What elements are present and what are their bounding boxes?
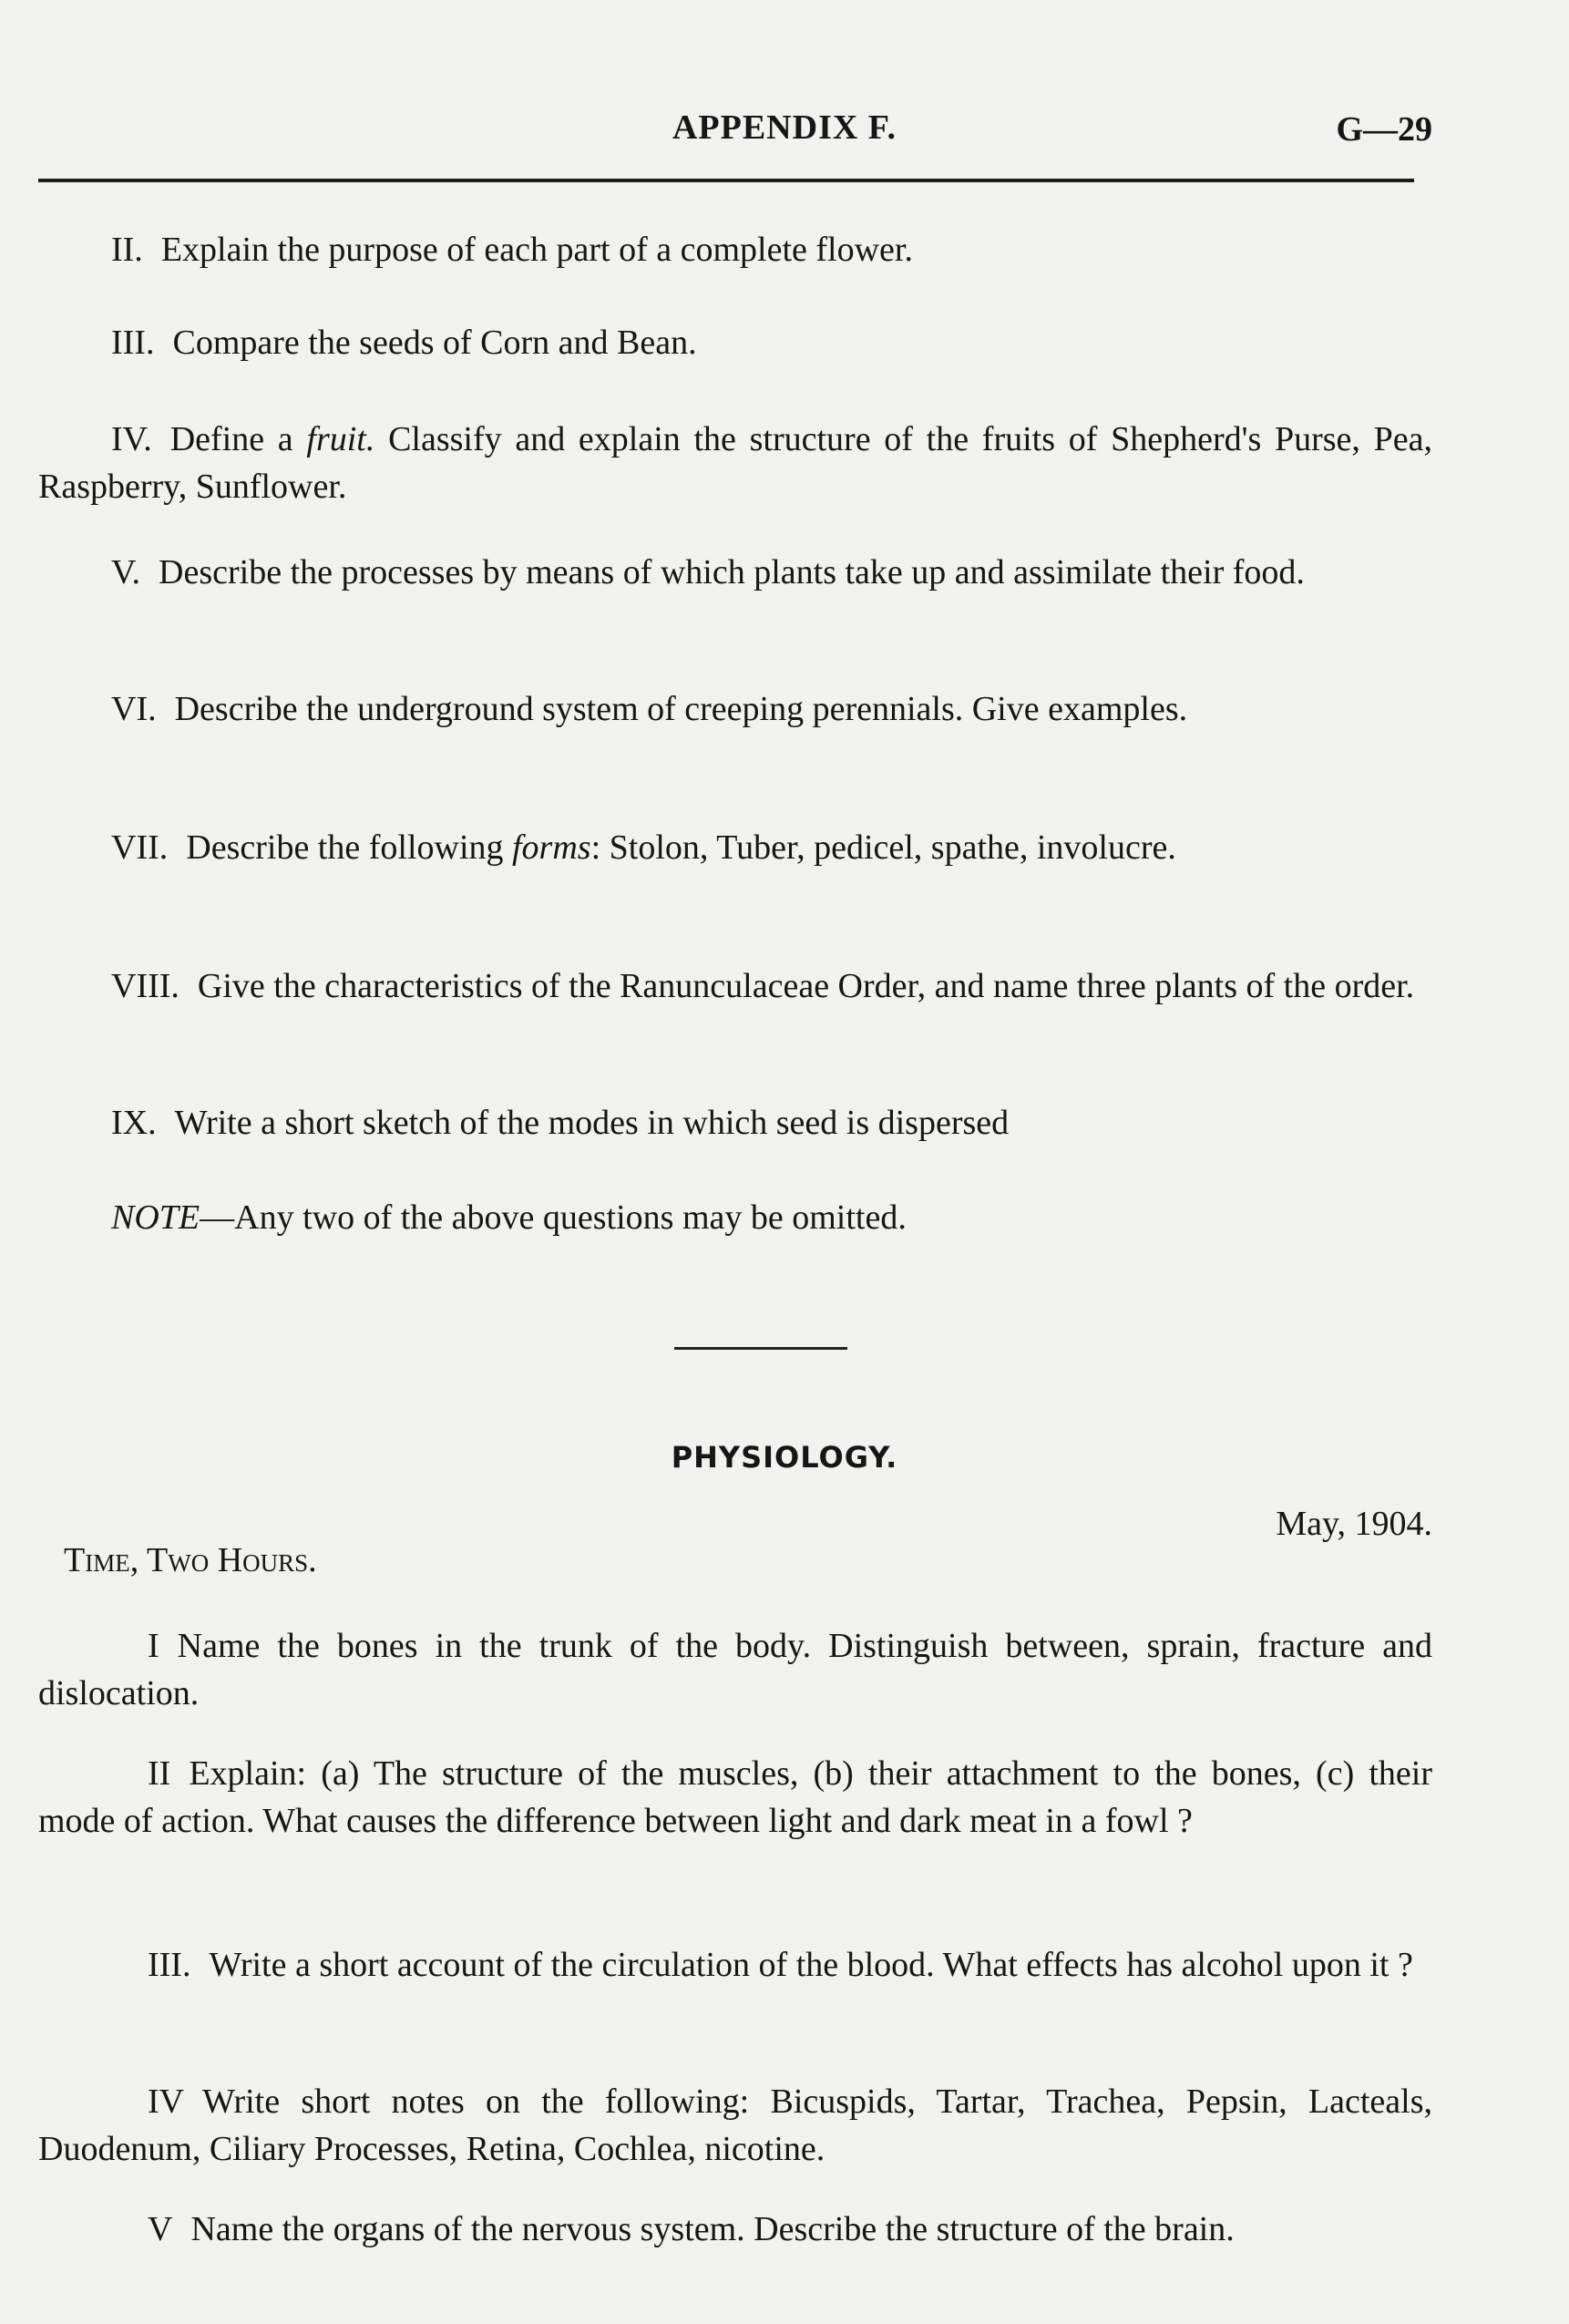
question-text: Write a short account of the circulation of the blood. What effects has alcohol upon it ? <box>209 1946 1413 1984</box>
question-physiology-4 <box>38 2078 1432 2173</box>
page-number: G—29 <box>1336 110 1432 149</box>
question-number: II <box>148 1754 171 1793</box>
question-physiology-5 <box>38 2206 1432 2253</box>
section-divider <box>674 1347 847 1350</box>
note-label: NOTE <box>111 1198 200 1237</box>
question-physiology-2 <box>38 1750 1432 1845</box>
exam-time: Time, Two Hours. <box>64 1541 317 1579</box>
question-text: Explain: (a) The structure of the muscles, (b) their attachment to the bones, (c) their mode of action. What causes the difference between light and dark meat in a fowl ? <box>38 1754 1432 1840</box>
note-line <box>38 1194 1432 1241</box>
question-text: Name the bones in the trunk of the body. Distinguish between, sprain, fracture and dislocation. <box>38 1627 1432 1712</box>
note-text: —Any two of the above questions may be omitted. <box>200 1198 907 1237</box>
question-italic-term: fruit. <box>306 420 375 458</box>
question-botany-7 <box>38 824 1432 871</box>
header-rule <box>38 179 1414 182</box>
question-text: Compare the seeds of Corn and Bean. <box>172 324 697 362</box>
page-header-title: APPENDIX F. <box>672 108 897 147</box>
question-number: II. <box>111 231 143 269</box>
question-text: Write short notes on the following: Bicuspids, Tartar, Trachea, Pepsin, Lacteals, Duodenum, Ciliary Processes, Retina, Cochlea, nicotine. <box>38 2082 1432 2168</box>
question-number: IV <box>148 2082 185 2121</box>
question-physiology-3 <box>38 1941 1432 1989</box>
question-text-part: Define a <box>169 420 293 458</box>
question-text-part: Classify and explain the structure of the fruits of Shepherd's Purse, Pea, Raspberry, Sunflower. <box>38 420 1432 506</box>
section-title: PHYSIOLOGY. <box>671 1440 898 1475</box>
question-text-part: : Stolon, Tuber, pedicel, spathe, involucre. <box>590 828 1176 867</box>
exam-date: May, 1904. <box>1276 1505 1432 1543</box>
question-botany-4 <box>38 416 1432 510</box>
question-botany-2 <box>38 226 1432 273</box>
question-text: Write a short sketch of the modes in which seed is dispersed <box>174 1104 1010 1142</box>
question-number: IX. <box>111 1104 157 1142</box>
question-number: IV. <box>111 420 152 458</box>
question-text: Name the organs of the nervous system. Describe the structure of the brain. <box>190 2210 1235 2248</box>
question-number: V. <box>111 553 141 591</box>
question-number: I <box>148 1627 159 1665</box>
question-number: VIII. <box>111 967 179 1005</box>
question-number: VII. <box>111 828 169 867</box>
question-botany-8 <box>38 962 1432 1010</box>
question-number: III. <box>148 1946 191 1984</box>
question-number: III. <box>111 324 155 362</box>
question-botany-5 <box>38 549 1432 596</box>
question-text-part: Describe the following <box>186 828 504 867</box>
question-number: VI. <box>111 690 157 728</box>
question-botany-9 <box>38 1099 1432 1147</box>
question-physiology-1 <box>38 1622 1432 1717</box>
question-text: Describe the processes by means of which plants take up and assimilate their food. <box>159 553 1305 591</box>
question-text: Give the characteristics of the Ranunculaceae Order, and name three plants of the order. <box>197 967 1415 1005</box>
question-italic-term: forms <box>512 828 591 867</box>
question-text: Describe the underground system of creeping perennials. Give examples. <box>174 690 1188 728</box>
question-text: Explain the purpose of each part of a complete flower. <box>160 231 913 269</box>
question-number: V <box>148 2210 173 2248</box>
question-botany-3 <box>38 319 1432 366</box>
question-botany-6 <box>38 685 1432 733</box>
